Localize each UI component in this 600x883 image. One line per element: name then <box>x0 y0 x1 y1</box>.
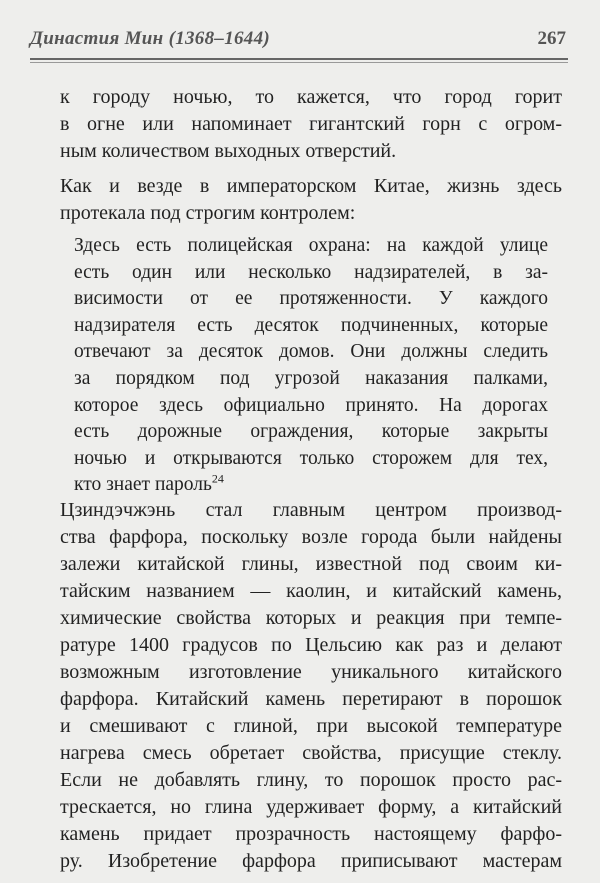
text-line: камень придает прозрачность настоящему фарфо- <box>60 823 562 845</box>
text-line: ным количеством выходных отверстий. <box>60 140 397 162</box>
text-line: ру. Изобретение фарфора приписывают мастерам <box>60 850 562 872</box>
header-rule <box>30 58 568 63</box>
text-line: к городу ночью, то кажется, что город горит <box>60 86 562 108</box>
quote-line: висимости от ее протяженности. У каждого <box>74 288 548 310</box>
block-quote <box>74 233 548 499</box>
quote-line: отвечают за десяток домов. Они должны следить <box>74 341 548 363</box>
text-line: возможным изготовление уникального китайского <box>60 661 562 683</box>
quote-line: Здесь есть полицейская охрана: на каждой улице <box>74 235 548 256</box>
text-line: тайским названием — каолин, и китайский камень, <box>60 580 562 602</box>
quote-line: есть дорожные ограждения, которые закрыты <box>74 421 548 443</box>
text-line: ства фарфора, поскольку возле города были найдены <box>60 526 562 548</box>
quote-line: есть один или несколько надзирателей, в за- <box>74 261 548 283</box>
quote-line: которое здесь официально принято. На дорогах <box>74 394 548 416</box>
paragraph-2 <box>60 173 562 227</box>
quote-line: ночью и открываются только сторожем для тех, <box>74 447 548 469</box>
page-number: 267 <box>537 28 566 49</box>
text-line: Как и везде в императорском Китае, жизнь здесь <box>60 175 562 197</box>
running-head <box>30 28 566 58</box>
text-line: Цзиндэчжэнь стал главным центром производ- <box>60 499 562 521</box>
text-line: залежи китайской глины, известной под своим ки- <box>60 553 562 575</box>
paragraph-3 <box>60 497 562 875</box>
running-title: Династия Мин (1368–1644) <box>30 28 271 49</box>
text-line: Если не добавлять глину, то порошок просто рас- <box>60 769 562 791</box>
footnote-ref[interactable]: 24 <box>211 471 224 486</box>
text-line: фарфора. Китайский камень перетирают в порошок <box>60 688 562 710</box>
text-line: протекала под строгим контролем: <box>60 202 356 224</box>
quote-line: за порядком под угрозой наказания палками, <box>74 367 548 389</box>
quote-line-text: кто знает пароль <box>74 474 212 496</box>
text-line: и смешивают с глиной, при высокой температуре <box>60 715 562 737</box>
text-line: нагрева смесь обретает свойства, присущие стеклу. <box>60 742 562 764</box>
paragraph-1 <box>60 84 562 165</box>
text-line: химические свойства которых и реакция при темпе- <box>60 607 562 629</box>
text-line: трескается, но глина удерживает форму, а китайский <box>60 796 562 818</box>
quote-line-last <box>74 472 548 499</box>
text-line: ратуре 1400 градусов по Цельсию как раз и делают <box>60 634 562 656</box>
text-line: в огне или напоминает гигантский горн с огром- <box>60 113 562 135</box>
quote-line: надзирателя есть десяток подчиненных, которые <box>74 314 548 336</box>
